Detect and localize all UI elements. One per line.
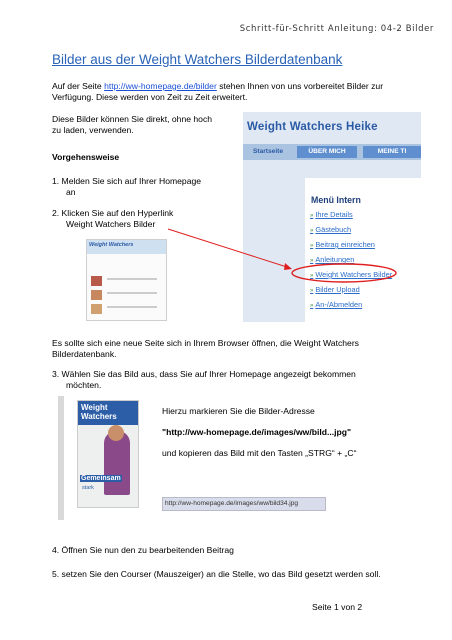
site-logo: Weight Watchers Heike — [247, 121, 378, 133]
page-number: Seite 1 von 2 — [312, 602, 363, 612]
step-1-line-2: an — [66, 187, 76, 197]
intro-line-2: Verfügung. Diese werden von Zeit zu Zeit erweitert. — [52, 92, 248, 102]
site-menu-title: Menü Intern — [311, 195, 361, 205]
use-line-2: zu laden, verwenden. — [52, 125, 134, 135]
site-tab-startseite[interactable]: Startseite — [245, 146, 291, 158]
step-4: 4. Öffnen Sie nun den zu bearbeitenden Beitrag — [52, 545, 234, 555]
use-line-1: Diese Bilder können Sie direkt, ohne hoch — [52, 114, 213, 124]
step-3-line-2: möchten. — [66, 380, 102, 390]
copy-line-1: Hierzu markieren Sie die Bilder-Adresse — [162, 406, 315, 416]
thumb-logo: Weight Watchers — [89, 242, 134, 248]
double-arrow-icon: » — [310, 288, 314, 294]
result-line-1: Es sollte sich eine neue Seite sich in Ihrem Browser öffnen, die Weight Watchers — [52, 338, 359, 348]
step-3 — [52, 369, 432, 391]
double-arrow-icon: » — [310, 303, 314, 309]
address-bar[interactable]: http://ww-homepage.de/images/ww/bild34.jpg — [162, 497, 326, 511]
magazine-face — [108, 425, 124, 441]
highlight-ellipse — [292, 264, 396, 282]
magazine-caption: Gemeinsam — [81, 475, 121, 482]
menu-item-abmelden[interactable]: » An-/Abmelden — [310, 300, 363, 309]
result-line-2: Bilderdatenbank. — [52, 349, 117, 359]
arrow-head-icon — [284, 263, 292, 270]
intro-text-2: stehen Ihnen von uns vorbereitet Bilder zur — [216, 81, 384, 91]
double-arrow-icon: » — [310, 228, 314, 234]
step-3-line-1: 3. Wählen Sie das Bild aus, dass Sie auf Ihrer Homepage angezeigt bekommen — [52, 369, 356, 379]
double-arrow-icon: » — [310, 243, 314, 249]
thumb-image — [91, 290, 102, 300]
site-thumbnail — [86, 239, 167, 321]
section-sidebar-bar — [58, 396, 64, 520]
double-arrow-icon: » — [310, 258, 314, 264]
section-heading: Vorgehensweise — [52, 152, 120, 162]
menu-item-anleitungen[interactable]: » Anleitungen — [310, 255, 355, 264]
copy-url: "http://ww-homepage.de/images/ww/bild...jpg" — [162, 427, 352, 437]
page-header: Schritt-für-Schritt Anleitung: 04-2 Bilder — [239, 24, 434, 34]
menu-item-upload[interactable]: » Bilder Upload — [310, 285, 360, 294]
copy-line-3: und kopieren das Bild mit den Tasten „STRG“ + „C“ — [162, 448, 357, 458]
step-1-line-1: 1. Melden Sie sich auf Ihrer Homepage — [52, 176, 202, 186]
copy-instructions — [162, 406, 392, 459]
double-arrow-icon: » — [310, 273, 314, 279]
intro-text: Auf der Seite — [52, 81, 105, 91]
double-arrow-icon: » — [310, 213, 314, 219]
result-paragraph — [52, 338, 432, 360]
thumb-image — [91, 276, 102, 286]
page-title: Bilder aus der Weight Watchers Bilderdatenbank — [52, 52, 343, 67]
site-tab-ueber-mich[interactable]: ÜBER MICH — [297, 146, 357, 158]
step-5: 5. setzen Sie den Courser (Mauszeiger) an die Stelle, wo das Bild gesetzt werden soll. — [52, 569, 381, 579]
step-2-line-1: 2. Klicken Sie auf den Hyperlink — [52, 208, 174, 218]
magazine-caption-2: stark — [82, 485, 94, 491]
step-2-line-2: Weight Watchers Bilder — [66, 219, 156, 229]
menu-item-details[interactable]: » Ihre Details — [310, 210, 353, 219]
menu-item-gaestebuch[interactable]: » Gästebuch — [310, 225, 352, 234]
site-tab-meine[interactable]: MEINE TI — [363, 146, 421, 158]
menu-item-beitrag[interactable]: » Beitrag einreichen — [310, 240, 375, 249]
bilder-link[interactable]: http://ww-homepage.de/bilder — [104, 81, 217, 91]
magazine-logo: Weight Watchers — [81, 403, 117, 421]
pointer-arrow-line — [168, 229, 290, 268]
menu-item-ww-bilder[interactable]: » Weight Watchers Bilder — [310, 270, 393, 279]
thumb-image — [91, 304, 102, 314]
magazine-cover — [77, 400, 139, 508]
